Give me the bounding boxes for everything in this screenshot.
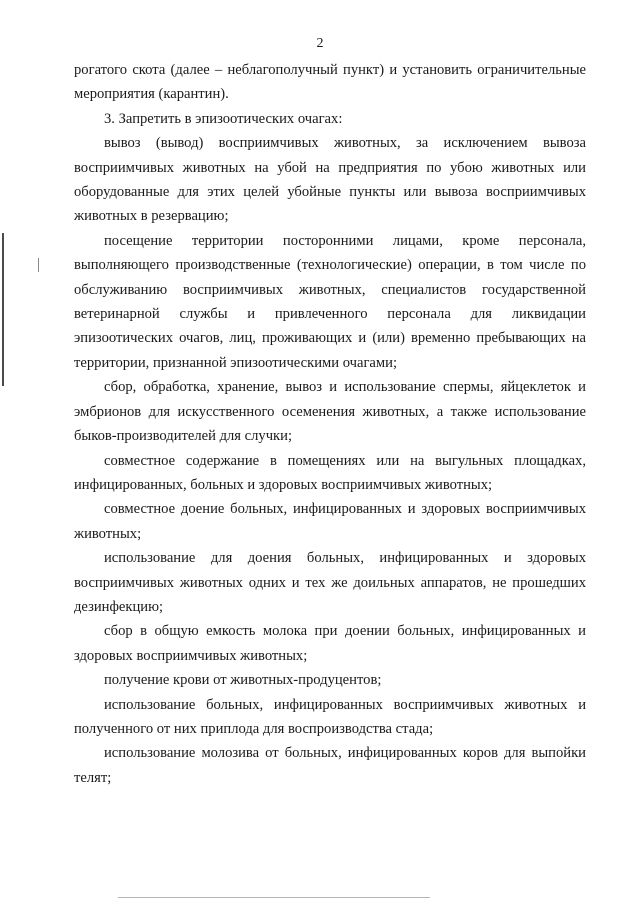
paragraph-item: использование молозива от больных, инфицированных коров для выпойки телят; [74,745,586,786]
paragraph-item: получение крови от животных-продуцентов; [104,672,382,689]
paragraph-item: посещение территории посторонними лицами, кроме персонала, выполняющего производственные (технологические) операции, в том числе по обслуживанию восприимчивых животных, специалистов государственной ветеринарной службы и привлеченного персонала для ликвидации эпизоотических очагов, лиц, проживающих и (или) временно пребывающих на территории, признанной эпизоотическими очагами; [74,232,586,371]
scan-bottom-line [118,897,430,898]
paragraph-continuation: рогатого скота (далее – неблагополучный пункт) и установить ограничительные мероприятия (карантин). [74,62,586,103]
paragraph-item: совместное содержание в помещениях или на выгульных площадках, инфицированных, больных и здоровых восприимчивых животных; [74,452,586,493]
scan-margin-tick [38,258,39,272]
paragraph-item: вывоз (вывод) восприимчивых животных, за исключением вывоза восприимчивых животных на убой на предприятия по убою животных или оборудованные для этих целей убойные пункты или вывоза восприимчивых животных в резервацию; [74,135,586,225]
page-number: 2 [316,36,324,51]
scan-margin-mark [2,233,4,386]
paragraph-prohibitions-heading: 3. Запретить в эпизоотических очагах: [104,110,343,127]
paragraph-item: использование больных, инфицированных восприимчивых животных и полученного от них приплода для воспроизводства стада; [74,696,586,737]
paragraph-item: сбор, обработка, хранение, вывоз и использование спермы, яйцеклеток и эмбрионов для искусственного осеменения животных, а также использование быков-производителей для случки; [74,379,586,445]
paragraph-item: сбор в общую емкость молока при доении больных, инфицированных и здоровых восприимчивых животных; [74,623,586,664]
paragraph-item: совместное доение больных, инфицированных и здоровых восприимчивых животных; [74,501,586,542]
document-body [74,58,586,790]
paragraph-item: использование для доения больных, инфицированных и здоровых восприимчивых животных одних и тех же доильных аппаратов, не прошедших дезинфекцию; [74,550,586,615]
